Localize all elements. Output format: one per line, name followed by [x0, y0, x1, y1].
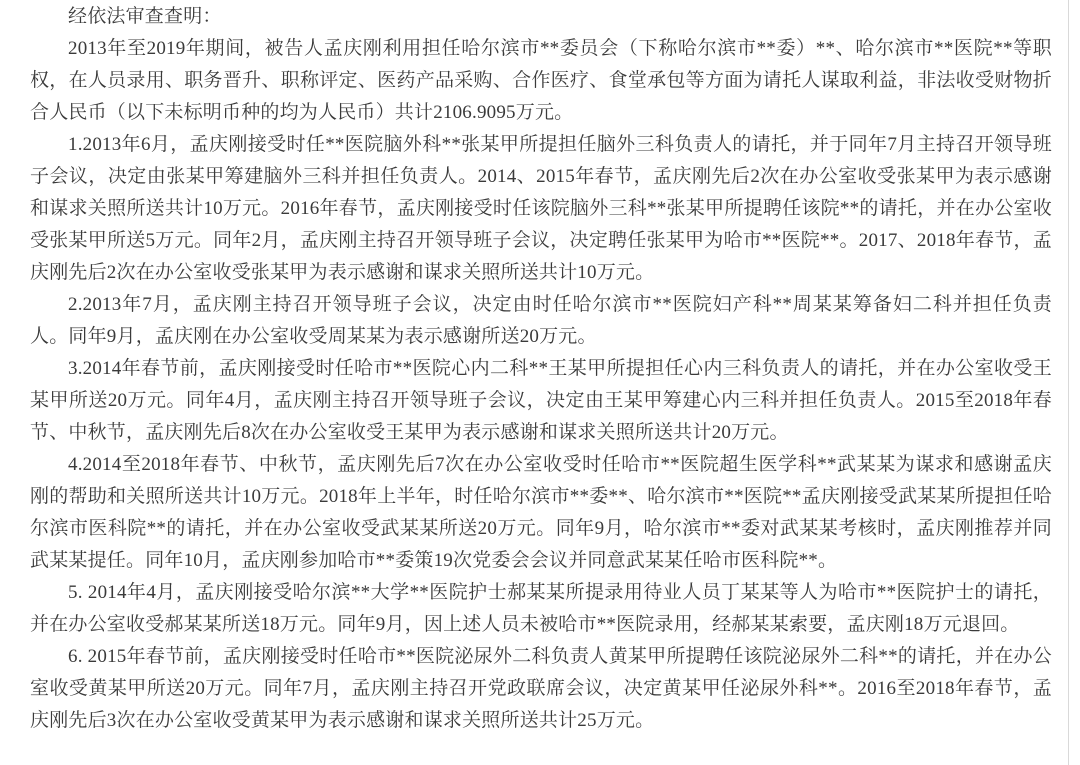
paragraph-item-6: 6. 2015年春节前，孟庆刚接受时任哈市**医院泌尿外二科负责人黄某甲所提聘任该院泌尿外二科**的请托，并在办公室收受黄某甲所送20万元。同年7月，孟庆刚主持召开党政联席会议，决定黄某甲任泌尿外科**。2016至2018年春节，孟庆刚先后3次在办公室收受黄某甲为表示感谢和谋求关照所送共计25万元。	[30, 646, 1052, 731]
paragraph-item-5: 5. 2014年4月，孟庆刚接受哈尔滨**大学**医院护士郝某某所提录用待业人员丁某某等人为哈市**医院护士的请托，并在办公室收受郝某某所送18万元。同年9月，因上述人员未被哈市**医院录用，经郝某某索要，孟庆刚18万元退回。	[30, 582, 1052, 635]
section-heading: 经依法审查查明：	[68, 6, 222, 27]
paragraph-summary: 2013年至2019年期间，被告人孟庆刚利用担任哈尔滨市**委员会（下称哈尔滨市**委）**、哈尔滨市**医院**等职权，在人员录用、职务晋升、职称评定、医药产品采购、合作医疗、食堂承包等方面为请托人谋取利益，非法收受财物折合人民币（以下未标明币种的均为人民币）共计2106.9095万元。	[30, 38, 1052, 123]
paragraph-item-2: 2.2013年7月，孟庆刚主持召开领导班子会议，决定由时任哈尔滨市**医院妇产科**周某某筹备妇二科并担任负责人。同年9月，孟庆刚在办公室收受周某某为表示感谢所送20万元。	[30, 294, 1052, 347]
paragraph-item-4: 4.2014至2018年春节、中秋节，孟庆刚先后7次在办公室收受时任哈市**医院超生医学科**武某某为谋求和感谢孟庆刚的帮助和关照所送共计10万元。2018年上半年，时任哈尔滨市**委**、哈尔滨市**医院**孟庆刚接受武某某所提担任哈尔滨市医科院**的请托，并在办公室收受武某某所送20万元。同年9月，哈尔滨市**委对武某某考核时，孟庆刚推荐并同武某某提任。同年10月，孟庆刚参加哈市**委策19次党委会会议并同意武某某任哈市医科院**。	[30, 454, 1052, 571]
paragraph-item-1: 1.2013年6月，孟庆刚接受时任**医院脑外科**张某甲所提担任脑外三科负责人的请托，并于同年7月主持召开领导班子会议，决定由张某甲筹建脑外三科并担任负责人。2014、2015年春节，孟庆刚先后2次在办公室收受张某甲为表示感谢和谋求关照所送共计10万元。2016年春节，孟庆刚接受时任该院脑外三科**张某甲所提聘任该院**的请托，并在办公室收受张某甲所送5万元。同年2月，孟庆刚主持召开领导班子会议，决定聘任张某甲为哈市**医院**。2017、2018年春节，孟庆刚先后2次在办公室收受张某甲为表示感谢和谋求关照所送共计10万元。	[30, 134, 1052, 283]
document-body	[30, 1, 1052, 737]
paragraph-item-3: 3.2014年春节前，孟庆刚接受时任哈市**医院心内二科**王某甲所提担任心内三科负责人的请托，并在办公室收受王某甲所送20万元。同年4月，孟庆刚主持召开领导班子会议，决定由王某甲筹建心内三科并担任负责人。2015至2018年春节、中秋节，孟庆刚先后8次在办公室收受王某甲为表示感谢和谋求关照所送共计20万元。	[30, 358, 1052, 443]
page-right-edge-line	[1068, 0, 1069, 765]
